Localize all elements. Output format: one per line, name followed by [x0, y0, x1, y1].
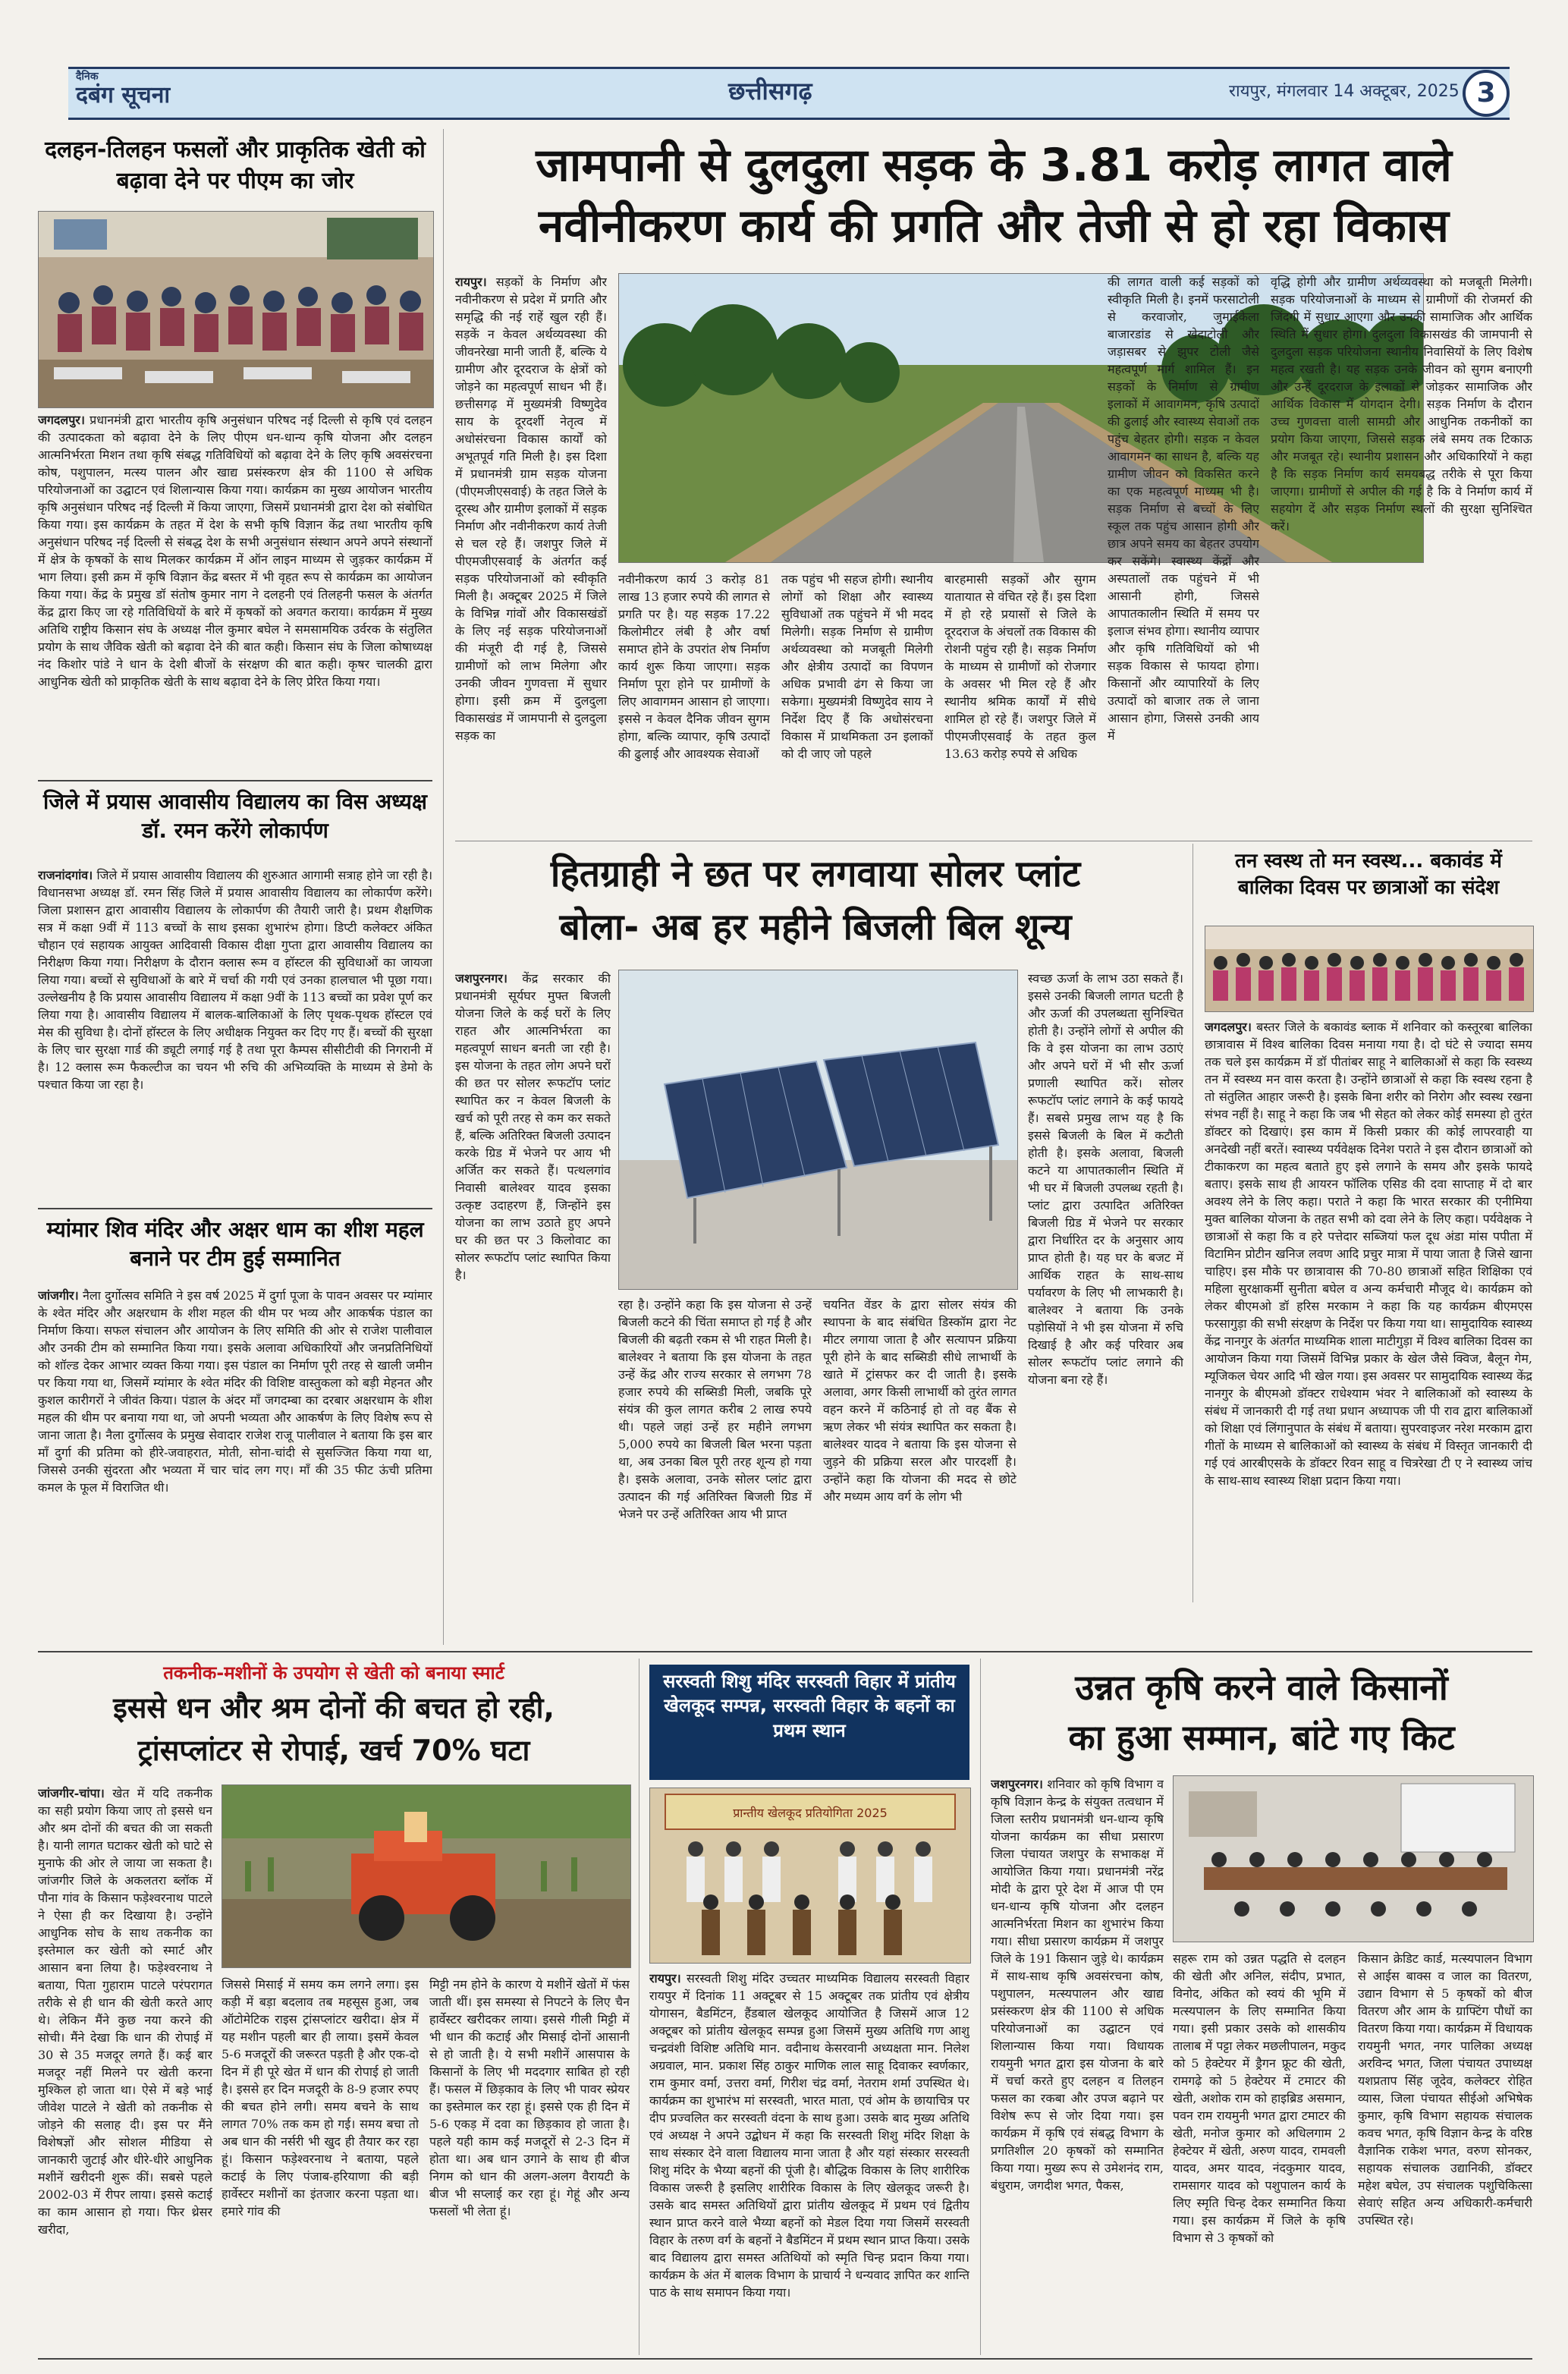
tractor-dateline: जांजगीर-चांपा। [38, 1786, 105, 1800]
lead-col1 [455, 273, 607, 835]
farmers-headline-line1: उन्नत कृषि करने वाले किसानों [1075, 1667, 1448, 1708]
solar-dateline: जशपुरनगर। [455, 971, 507, 986]
story2-text: जिले में प्रयास आवासीय विद्यालय की शुरुआत आगामी सत्राह होने जा रही है। विधानसभा अध्यक्ष डॉ. रमन सिंह जिले में प्रयास आवासीय विद्यालय का लोकार्पण करेंगे। जिला प्रशासन द्वारा आवासीय विद्यालय के लोकार्पण की तैयारी जारी है। प्रथम शैक्षणिक सत्र में कक्षा 9वीं में 113 बच्चों के साथ इसका शुभारंभ होगा। डिप्टी कलेक्टर अंकित चौहान एवं सहायक आयुक्त आदिवासी विकास दीक्षा गुप्ता द्वारा आवासीय विद्यालय का निरीक्षण किया गया। निरीक्षण के दौरान क्लास रूम व हॉस्टल की सुविधाओं का जायजा लिया गया। बच्चों से सुविधाओं के बारे में चर्चा की गयी एवं उनका हालचाल भी पूछा गया। उल्लेखनीय है कि प्रयास आवासीय विद्यालय में कक्षा 9वीं के 113 बच्चों का प्रवेश पूर्ण कर लिया गया है। आवासीय विद्यालय में बालक-बालिकाओं के लिए पृथक-पृथक हॉस्टल एवं मेस की सुविधा है। दोनों हॉस्टल के लिए अधीक्षक नियुक्त कर दिए गए हैं। बच्चों की सुरक्षा के लिए चार सुरक्षा गार्ड की ड्यूटी लगाई गई है तथा पूरा कैम्पस सीसीटीवी की निगरानी में है। 12 क्लास रूम फैकल्टीज का चयन भी रुचि की अभिव्यक्ति के माध्यम से डेमो के पश्चात किया जा रहा है। [38, 868, 432, 1092]
story1-headline: दलहन-तिलहन फसलों और प्राकृतिक खेती को बढ़ावा देने पर पीएम का जोर [45, 137, 426, 194]
solar-panel-photo [618, 970, 1018, 1290]
story3-body [38, 1287, 432, 1643]
story1-photo [38, 211, 434, 408]
tractor-col2: जिससे मिसाई में समय कम लगने लगा। इस कड़ी में बड़ा बदलाव तब महसूस हुआ, जब ऑटोमेटिक राइस ट्रांसप्लांटर खरीदा। क्षेत्र में यह मशीन पहली बार ही लाया। इसमें केवल 5-6 मजदूरों की जरूरत पड़ती है और एक-दो दिन में ही पूरे खेत में धान की रोपाई हो जाती है। इससे हर दिन मजदूरी के 8-9 हजार रुपए की बचत होने लगी। समय बचने के साथ लागत 70% तक कम हो गई। समय बचा तो अब धान की नर्सरी भी खुद ही तैयार कर रहा हूं। किसान फड़ेश्वरनाथ ने बताया, पहले कटाई के लिए पंजाब-हरियाणा की बड़ी हार्वेस्टर मशीनों का इंतजार करना पड़ता था। हमारे गांव की [222, 1977, 419, 2218]
section-title: छत्तीसगढ़ [728, 77, 812, 105]
edition-date: रायपुर, मंगलवार 14 अक्टूबर, 2025 [1229, 82, 1460, 101]
story2-dateline: राजनांदगांव। [38, 868, 93, 882]
school-dateline: रायपुर। [649, 1971, 681, 1986]
farmers-col3: किसान क्रेडिट कार्ड, मत्स्यपालन विभाग से आईस बाक्स व जाल का वितरण, उद्यान विभाग से 5 कृषकों को बीज वितरण और आम के ग्राफ्टिंग पौधों का वितरण किया गया। कार्यक्रम में विधायक रायमुनी भगत, नगर पालिका अध्यक्ष अरविन्द भगत, जिला पंचायत उपाध्यक्ष यशप्रताप सिंह जूदेव, कलेक्टर रोहित व्यास, जिला पंचायत सीईओ अभिषेक कुमार, कृषि विभाग सहायक संचालक कवच भगत, कृषि विज्ञान केन्द्र के वरिष्ठ वैज्ञानिक राकेश भगत, वरुण सोनकर, सहायक संचालक उद्यानिकी, डॉक्टर महेश बघेल, उप संचालक पशुचिकित्सा सेवाएं सहित अन्य अधिकारी-कर्मचारी उपस्थित रहे। [1358, 1951, 1532, 2228]
tractor-kicker: तकनीक-मशीनों के उपयोग से खेती को बनाया स्मार्ट [163, 1662, 504, 1684]
solar-col2: रहा है। उन्होंने कहा कि इस योजना से उन्हें बिजली कटने की चिंता समाप्त हो गई है और बिजली की बढ़ती रकम से भी राहत मिली है। बालेश्वर ने बताया कि इस योजना के तहत उन्हें केंद्र और राज्य सरकार से लगभग 78 हजार रुपये की सब्सिडी मिली, जबकि पूरे संयंत्र की कुल लागत करीब 2 लाख रुपये थी। पहले जहां उन्हें हर महीने लगभग 5,000 रुपये का बिजली बिल भरना पड़ता था, अब उनका बिल पूरी तरह शून्य हो गया है। इसके अलावा, उनके सोलर प्लांट द्वारा उत्पादन की गई अतिरिक्त बिजली ग्रिड में भेजने पर उन्हें अतिरिक्त आय भी प्राप्त [618, 1297, 812, 1521]
page-number-badge: 3 [1463, 70, 1510, 117]
brand-name: दबंग सूचना [76, 82, 171, 108]
farmers-dateline: जशपुरनगर। [991, 1777, 1043, 1791]
story2-body [38, 866, 432, 1202]
tractor-headline-line2: ट्रांसप्लांटर से रोपाई, खर्च 70% घटा [137, 1734, 530, 1767]
brand-small: दैनिक [76, 71, 99, 83]
tractor-col3: मिट्टी नम होने के कारण ये मशीनें खेतों में फंस जाती थीं। इस समस्या से निपटने के लिए चैन हार्वेस्टर खरीदकर लाया। इससे गीली मिट्टी में भी धान की कटाई और मिसाई दोनों आसानी से हो जाती है। ये सभी मशीनें आसपास के किसानों के लिए भी मददगार साबित हो रही हैं। फसल में छिड़काव के लिए भी पावर स्प्रेयर का इस्तेमाल कर रहा हूं। इससे एक ही दिन में 5-6 एकड़ में दवा का छिड़काव हो जाता है। पहले यही काम कई मजदूरों से 2-3 दिन में होता था। अब धान उगाने के साथ ही बीज निगम को धान की अलग-अलग वैरायटी के बीज भी सप्लाई कर रहा हूं। गेहूं और अन्य फसलों भी लेता हूं। [429, 1977, 630, 2218]
story3-dateline: जांजगीर। [38, 1288, 79, 1303]
lead-col4: बारहमासी सड़कों और सुगम यातायात से वंचित रहे हैं। इस दिशा में हो रहे प्रयासों से जिले के दूरदराज के अंचलों तक विकास की रोशनी पहुंच रही है। सड़क निर्माण के माध्यम से ग्रामीणों को रोजगार के अवसर भी मिल रहे हैं और स्थानीय श्रमिक कार्यों में सीधे शामिल हो रहे हैं। जशपुर जिले में पीएमजीएसवाई के तहत कुल 13.63 करोड़ रुपये से अधिक [944, 572, 1096, 761]
solar-col3: चयनित वेंडर के द्वारा सोलर संयंत्र की स्थापना के बाद संबंधित डिस्कॉम द्वारा नेट मीटर लगाया जाता है और सत्यापन प्रक्रिया पूरी होने के बाद सब्सिडी सीधे लाभार्थी के खाते में ट्रांसफर कर दी जाती है। इसके अलावा, अगर किसी लाभार्थी को तुरंत लागत वहन करने में कठिनाई हो तो वह बैंक से ऋण लेकर भी संयंत्र स्थापित कर सकता है। बालेश्वर यादव ने बताया कि इस योजना से जुड़ने की प्रक्रिया सरल और पारदर्शी है। उन्होंने कहा कि योजना की मदद से छोटे और मध्यम आय वर्ग के लोग भी [823, 1297, 1017, 1504]
farmers-col2: सहरू राम को उन्नत पद्धति से दलहन की खेती और अनिल, संदीप, प्रभात, विनोद, अंकित को स्वयं की भूमि में मत्स्यपालन के लिए सम्मानित किया गया। इसी प्रकार उसके को शासकीय तालाब में पट्टा लेकर मछलीपालन, मकुद को 5 हेक्टेयर में ड्रैगन फ्रूट की खेती, रामगढ़े को 5 हेक्टेयर में टमाटर की खेती, अशोक राम को हाइब्रिड असमान, पवन राम रायमुनी भगत द्वारा टमाटर की खेती, मनोज कुमार को अधिलगाम 2 हेक्टेयर में खेती, अरुण यादव, रामवली यादव, अमर यादव, नंदकुमार यादव, रामसागर यादव को पशुपालन कार्य के लिए स्मृति चिन्ह देकर सम्मानित किया गया। इस कार्यक्रम में जिले के कृषि विभाग से 3 कृषकों को [1173, 1951, 1346, 2245]
farmers-headline-line2: का हुआ सम्मान, बांटे गए किट [1068, 1717, 1455, 1758]
health-body [1205, 1018, 1532, 1602]
farmers-col1 [991, 1775, 1164, 2350]
tractor-headline-line1: इससे धन और श्रम दोनों की बचत हो रही, [113, 1691, 555, 1725]
solar-headline-line2: बोला- अब हर महीने बिजली बिल शून्य [559, 906, 1072, 948]
lead-col1-text: सड़कों के निर्माण और नवीनीकरण से प्रदेश में प्रगति और समृद्धि की नई राहें खुल रही हैं। सड़कें न केवल अर्थव्यवस्था की जीवनरेखा मानी जाती हैं, बल्कि ये ग्रामीण और दूरदराज के क्षेत्रों को जोड़ने का महत्वपूर्ण साधन भी हैं। छत्तीसगढ़ में मुख्यमंत्री विष्णुदेव साय के दूरदर्शी नेतृत्व में अधोसंरचना विकास कार्यों को अभूतपूर्व गति मिली है। इस दिशा में प्रधानमंत्री ग्राम सड़क योजना (पीएमजीएसवाई) के तहत जिले के दूरस्थ और ग्रामीण इलाकों में सड़क निर्माण और नवीनीकरण कार्य तेजी से चल रहे हैं। जशपुर जिले में पीएमजीएसवाई के अंतर्गत कई सड़क परियोजनाओं को स्वीकृति मिली है। अक्टूबर 2025 में जिले के विभिन्न गांवों और विकासखंडों के लिए नई सड़क परियोजनाओं की मंजूरी दी गई है, जिससे ग्रामीणों को लाभ मिलेगा और उनकी जीवन गुणवत्ता में सुधार होगा। इसी क्रम में दुलदुला विकासखंड में जामपानी से दुलदुला सड़क का [455, 275, 607, 743]
divider [38, 780, 432, 781]
story3-headline: म्यांमार शिव मंदिर और अक्षर धाम का शीश महल बनाने पर टीम हुई सम्मानित [46, 1217, 424, 1271]
bottom-rule [38, 2358, 1532, 2360]
school-headline: सरस्वती शिशु मंदिर सरस्वती विहार में प्रांतीय खेलकूद सम्पन्न, सरस्वती विहार के बहनों का प्रथम स्थान [649, 1665, 969, 1780]
divider [38, 1208, 432, 1209]
divider [38, 1651, 1532, 1652]
lead-col6: वृद्धि होगी और ग्रामीण अर्थव्यवस्था को मजबूती मिलेगी। सड़क परियोजनाओं के माध्यम से ग्रामीणों की रोजमर्रा की जिंदगी में सुधार आएगा और उनकी सामाजिक और आर्थिक स्थिति में सुधार होगा। दुलदुला विकासखंड की जामपानी से दुलदुला सड़क परियोजना स्थानीय निवासियों के लिए विशेष महत्व रखती है। यह सड़क उनके जीवन को सुगम बनाएगी और उन्हें दूरदराज के इलाकों से जोड़कर सामाजिक और आर्थिक विकास में योगदान देगी। सड़क निर्माण के दौरान उच्च गुणवत्ता वाली सामग्री और आधुनिक तकनीकों का प्रयोग किया जाएगा, जिससे सड़क लंबे समय तक टिकाऊ और मजबूत रहे। स्थानीय प्रशासन और अधिकारियों ने कहा है कि सड़क निर्माण कार्य समयबद्ध तरीके से पूरा किया जाएगा। ग्रामीणों से अपील की गई है कि वे निर्माण कार्य में सहयोग दें और सड़क निर्माण स्थलों की सुरक्षा सुनिश्चित करें। [1271, 275, 1532, 533]
lead-headline-line2: नवीनीकरण कार्य की प्रगति और तेजी से हो रहा विकास [539, 200, 1449, 253]
health-photo [1205, 926, 1534, 1012]
column-rule [980, 1659, 981, 2355]
story1-dateline: जगदलपुर। [38, 413, 85, 427]
lead-col5: की लागत वाली कई सड़कों को स्वीकृति मिली है। इनमें फरसाटोली से करवाजोर, जुमाईकेला बाजारडांड से खेदाटोली और जड़ासबर से झुपर टोली जैसे महत्वपूर्ण मार्ग शामिल हैं। इन सड़कों के निर्माण से ग्रामीण इलाकों में आवागमन, कृषि उत्पादों की ढुलाई और स्वास्थ्य सेवाओं तक पहुंच बेहतर होगी। सड़क न केवल आवागमन का साधन है, बल्कि यह ग्रामीण जीवन को विकसित करने का एक महत्वपूर्ण माध्यम भी है। सड़क निर्माण से बच्चों के लिए स्कूल तक पहुंच आसान होगी और छात्र अपने समय का बेहतर उपयोग कर सकेंगे। स्वास्थ्य केंद्रों और अस्पतालों तक पहुंचने में भी आसानी होगी, जिससे आपातकालीन स्थिति में समय पर इलाज संभव होगा। स्थानीय व्यापार और कृषि गतिविधियों को भी सड़क विकास से फायदा होगा। किसानों और व्यापारियों के लिए उत्पादों को बाजार तक ले जाना आसान होगा, जिससे उनकी आय में [1108, 275, 1259, 743]
lead-dateline: रायपुर। [455, 275, 487, 289]
story2-headline: जिले में प्रयास आवासीय विद्यालय का विस अध्यक्ष डॉ. रमन करेंगे लोकार्पण [43, 789, 427, 843]
column-rule [1192, 844, 1193, 1602]
health-dateline: जगदलपुर। [1205, 1020, 1252, 1034]
newspaper-brand [76, 71, 170, 109]
lead-col2: नवीनीकरण कार्य 3 करोड़ 81 लाख 13 हजार रुपये की लागत से प्रगति पर है। यह सड़क 17.22 किलोमीटर लंबी है और वर्षा समाप्त होने के उपरांत शेष निर्माण कार्य शुरू किया जाएगा। सड़क निर्माण पूरा होने पर ग्रामीणों के लिए आवागमन आसान हो जाएगा। इससे न केवल दैनिक जीवन सुगम होगा, बल्कि व्यापार, कृषि उत्पादों की ढुलाई और आवश्यक सेवाओं [618, 572, 770, 761]
school-banner-text: प्रान्तीय खेलकूद प्रतियोगिता 2025 [733, 1806, 888, 1820]
school-body [649, 1970, 969, 2349]
school-photo [649, 1788, 971, 1964]
health-text: बस्तर जिले के बकावंड ब्लाक में शनिवार को कस्तूरबा बालिका छात्रावास में विश्व बालिका दिवस मनाया गया है। दो घंटे से ज्यादा समय तक चले इस कार्यक्रम में डॉ पीतांबर साहू ने बालिकाओं से कहा कि स्वस्थ्य तन में स्वस्थ्य मन वास करता है। उन्होंने छात्राओं से कहा कि स्वस्थ रहना है तो संतुलित आहार जरूरी है। इसके बिना शरीर को निरोग और स्वस्थ रखना संभव नहीं है। साहू ने कहा कि जब भी सेहत को लेकर कोई समस्या हो तुरंत डॉक्टर को दिखाएं। इस काम में किसी प्रकार की कोई लापरवाही या अनदेखी नहीं बरतें। स्वास्थ्य पर्यवेक्षक दिनेश पराते ने इस दौरान छात्राओं को टीकाकरण का महत्व बताते हुए इसे लगाने के समय और इसके फायदे बताए। इसके साथ ही आयरन फॉलिक एसिड की दवा साप्ताह में दो बार अवश्य लेने के लिए कहा। पराते ने कहा कि भारत सरकार की एनीमिया मुक्त बालिका योजना के तहत सभी को दवा लेने के लिए कहा। पर्यवेक्षक ने छात्राओं से कहा कि व हरे पत्तेदार सब्जियां फल दूध अंडा मांस पपीता में विटामिन प्रोटीन खनिज लवण आदि प्रचुर मात्रा में पाया जाता है जिसे खाना चाहिए। इस मौके पर छात्रावास की 70-80 छात्राओं सहित शिक्षिका एवं महिला सुरक्षाकर्मी सुनीता बघेल व अन्य कर्मचारी मौजूद थे। कार्यक्रम को लेकर बीएमओ डॉ हरिस मरकाम ने कहा कि यह कार्यक्रम बीएमएस फरसागुड़ा की सभी संरक्षण के निर्देश पर किया गया था। सामुदायिक स्वास्थ्य केंद्र नानगुर के अंतर्गत माध्यमिक शाला माटीगुड़ा में विश्व बालिका दिवस का आयोजन किया गया जिसमें विभिन्न प्रकार के खेल जैसे क्विज, बैलून गेम, म्यूजिकल चेयर आदि भी खेल गया। इस अवसर पर सामुदायिक स्वास्थ्य केंद्र नानगुर के बीएमओ डॉक्टर राधेश्याम भंवर ने बालिकाओं को स्वास्थ्य के संबंध में जानकारी दी गई तथा प्रधान अध्यापक जी पी राव द्वारा बालिकाओं को शिक्षा एवं लिंगानुपात के संबंध में बताया। सुपरवाइजर नरेश मरकाम द्वारा गीतों के माध्यम से बालिकाओं को स्वास्थ्य के संबंध में विस्तृत जानकारी दी गई एवं आरबीएसके के डॉक्टर रिवन साहू व चित्ररेखा टी ए ने स्वास्थ्य जांच के साथ-साथ स्वास्थ्य शिक्षा प्रदान किया गया। [1205, 1020, 1532, 1488]
lead-headline-line1: जामपानी से दुलदुला सड़क के 3.81 करोड़ लागत वाले [536, 139, 1452, 192]
column-rule [443, 129, 444, 1645]
lead-col3: तक पहुंच भी सहज होगी। स्थानीय लोगों को शिक्षा और स्वास्थ्य सुविधाओं तक पहुंचने में भी मदद मिलेगी। सड़क निर्माण से ग्रामीण अर्थव्यवस्था को मजबूती मिलेगी और क्षेत्रीय उत्पादों का विपणन अधिक प्रभावी ढंग से किया जा सकेगा। मुख्यमंत्री विष्णुदेव साय ने निर्देश दिए हैं कि अधोसंरचना विकास में प्राथमिकता उन इलाकों को दी जाए जो पहले [781, 572, 933, 761]
tractor-col1 [38, 1784, 212, 2350]
solar-col4: स्वच्छ ऊर्जा के लाभ उठा सकते हैं। इससे उनकी बिजली लागत घटती है और ऊर्जा की उपलब्धता सुनिश्चित होती है। उन्होंने लोगों से अपील की कि वे इस योजना का लाभ उठाएं और अपने घरों में भी सौर ऊर्जा प्रणाली स्थापित करें। सोलर रूफटॉप प्लांट लगाने के कई फायदे हैं। सबसे प्रमुख लाभ यह है कि इससे बिजली के बिल में कटौती होती है। इसके अलावा, बिजली कटने या आपातकालीन स्थिति में भी घर में बिजली उपलब्ध रहती है। प्लांट द्वारा उत्पादित अतिरिक्त बिजली ग्रिड में भेजने पर सरकार द्वारा निर्धारित दर के अनुसार आय प्राप्त होती है। यह घर के बजट में आर्थिक राहत के साथ-साथ पर्यावरण के लिए भी लाभकारी है। बालेश्वर ने बताया कि उनके पड़ोसियों ने भी इस योजना में रुचि दिखाई है और कई परिवार अब सोलर रूफटॉप प्लांट लगाने की योजना बना रहे हैं। [1028, 971, 1183, 1387]
farmers-col1-text: शनिवार को कृषि विभाग व कृषि विज्ञान केन्द्र के संयुक्त तत्वधान में जिला स्तरीय प्रधानमंत्री धन-धान्य कृषि योजना कार्यक्रम का सीधा प्रसारण जिला पंचायत जशपुर के सभाकक्ष में आयोजित किया गया। प्रधानमंत्री नरेंद्र मोदी के द्वारा पूरे देश में आज पी एम धन-धान्य कृषि योजना और दलहन आत्मनिर्भरता मिशन का शुभारंभ किया गया। सीधा प्रसारण कार्यक्रम में जशपुर जिले के 191 किसान जुड़े थे। कार्यक्रम में साथ-साथ कृषि अवसंरचना कोष, पशुपालन, मत्स्यपालन और खाद्य प्रसंस्करण क्षेत्र की 1100 से अधिक परियोजनाओं का उद्घाटन एवं शिलान्यास किया गया। विधायक रायमुनी भगत द्वारा इस योजना के बारे में चर्चा करते हुए दलहन व तिलहन फसल का रकबा और उपज बढ़ाने पर विशेष रूप से जोर दिया गया। इस कार्यक्रम में कृषि एवं संबद्ध विभाग के प्रगतिशील 20 कृषकों को सम्मानित किया गया। मुख्य रूप से उमेशनंद राम, बंधुराम, जगदीश भगत, पैकस, [991, 1777, 1164, 2193]
health-headline: तन स्वस्थ तो मन स्वस्थ... बकावंड में बालिका दिवस पर छात्राओं का संदेश [1235, 850, 1502, 900]
story3-text: नैला दुर्गोत्सव समिति ने इस वर्ष 2025 में दुर्गा पूजा के पावन अवसर पर म्यांमार के श्वेत मंदिर और अक्षरधाम के शीश महल की थीम पर भव्य और आकर्षक पंडाल का निर्माण किया। सफल संचालन और आयोजन के लिए समिति की ओर से राजेश पालीवाल और उनकी टीम को सम्मानित किया गया। इसके अलावा अधिकारियों और जनप्रतिनिधियों को शॉल्ड देकर आभार व्यक्त किया गया। इस पंडाल का निर्माण पूरी तरह से खाली जमीन पर किया गया था, जिसमें म्यांमार के श्वेत मंदिर की विशिष्ट वास्तुकला को बड़ी मेहनत और कुशल कारीगरों ने जीवंत किया। पंडाल के अंदर माँ जगदम्बा का दरबार अक्षरधाम के शीश महल की थीम पर बनाया गया था, जो अपनी भव्यता और आकर्षण के लिए विशेष रूप से जाना जाता है। नैला दुर्गोत्सव के प्रमुख सेवादार राजेश राजू पालीवाल ने बताया कि इस बार माँ दुर्गा की प्रतिमा को हीरे-जवाहरात, मोती, सोना-चांदी से सुसज्जित किया गया था, जिससे उनकी सुंदरता और भव्यता में चार चांद लग गए। माँ की 35 फीट ऊंची प्रतिमा कमल के फूल में विराजित थी। [38, 1288, 432, 1495]
solar-col1 [455, 970, 611, 1331]
farmers-meeting-photo [1173, 1775, 1534, 1942]
solar-headline-line1: हितग्राही ने छत पर लगवाया सोलर प्लांट [550, 853, 1081, 895]
solar-col1-text: केंद्र सरकार की प्रधानमंत्री सूर्यघर मुफ्त बिजली योजना जिले के कई घरों के लिए राहत और आत्मनिर्भरता का महत्वपूर्ण साधन बनती जा रही है। इस योजना के तहत लोग अपने घरों की छत पर सोलर रूफटॉप प्लांट स्थापित कर न केवल बिजली के खर्च को पूरी तरह से कम कर सकते हैं, बल्कि अतिरिक्त बिजली उत्पादन करके ग्रिड में भेजने पर आय भी अर्जित कर सकते हैं। पत्थलगांव निवासी बालेश्वर यादव इसका उत्कृष्ट उदाहरण हैं, जिन्होंने इस योजना का लाभ उठाते हुए अपने घर की छत पर 3 किलोवाट का सोलर रूफटॉप प्लांट स्थापित किया है। [455, 971, 611, 1282]
story1-body [38, 411, 432, 774]
tractor-col1-text: खेत में यदि तकनीक का सही प्रयोग किया जाए तो इससे धन और श्रम दोनों की बचत की जा सकती है। यानी लागत घटाकर खेती को घाटे से मुनाफे की ओर ले जाया जा सकता है। जांजगीर जिले के अकलतरा ब्लॉक में पौना गांव के किसान फड़ेश्वरनाथ पाटले ने ऐसा ही कर दिखाया है। उन्होंने आधुनिक सोच के साथ तकनीक का इस्तेमाल कर खेती को स्मार्ट और आसान बना लिया है। फड़ेश्वरनाथ ने बताया, पिता गुहाराम पाटले परंपरागत तरीके से ही धान की खेती करते आए थे। लेकिन मैंने कुछ नया करने की सोची। मैंने देखा कि धान की रोपाई में 30 से 35 मजदूर लगते हैं। कई बार मजदूर नहीं मिलने पर खेती करना मुश्किल हो जाता था। ऐसे में बड़े भाई जीवेश पाटले ने खेती को तकनीक से जोड़ने की सलाह दी। इस पर मैंने विशेषज्ञों और सोशल मीडिया से जानकारी जुटाई और धीरे-धीरे आधुनिक मशीनें खरीदनी शुरू कीं। सबसे पहले 2002-03 में रीपर लाया। इससे कटाई का काम आसान हो गया। फिर थ्रेसर खरीदा, [38, 1786, 212, 2237]
story1-text: प्रधानमंत्री द्वारा भारतीय कृषि अनुसंधान परिषद नई दिल्ली से कृषि एवं दलहन की उत्पादकता को बढ़ावा देने के लिए पीएम धन-धान्य कृषि योजना और दलहन आत्मनिर्भरता मिशन तथा कृषि संबद्ध गतिविधियों को बढ़ावा देने के लिए कृषि अवसंरचना कोष, पशुपालन, मत्स्य पालन और खाद्य प्रसंस्करण क्षेत्र की 1100 से अधिक परियोजनाओं का उद्घाटन एवं शिलान्यास किया गया। कार्यक्रम का मुख्य आयोजन भारतीय कृषि अनुसंधान परिषद नई दिल्ली में किया जाएगा, जिसमें प्रधानमंत्री द्वारा देश को संबोधित किया गया। इस कार्यक्रम के तहत में देश के सभी कृषि विज्ञान केंद्र तथा भारतीय कृषि अनुसंधान परिषद नई दिल्ली से संबद्ध देश के सभी अनुसंधान संस्थान अपने अपने संस्थानों में क्षेत्र के कृषकों के साथ मिलकर कार्यक्रम में ऑन लाइन माध्यम से जुड़कर कार्यक्रम में भाग लिया। इसी क्रम में कृषि विज्ञान केंद्र बस्तर में भी वृहत रूप से कार्यक्रम का आयोजन किया गया। केंद्र के प्रमुख डॉ संतोष कुमार नाग ने दलहनी एवं तिलहनी फसल के अंतर्गत केंद्र द्वारा किए जा रहे गतिविधियों के बारे में कृषकों को अवगत कराया। कार्यक्रम में मुख्य अतिथि राष्ट्रीय किसान संघ के अध्यक्ष नील कुमार बघेल ने समसामयिक उर्वरक के संतुलित प्रयोग के साथ जैविक खेती को बढ़ावा देने की बात कही। किसान संघ के जिला कोषाध्यक्ष नंद किशोर पांडे ने धान के देशी बीजों के संरक्षण की बात कही। कृषर चालकी द्वारा आधुनिक खेती को प्राकृतिक खेती के साथ बढ़ावा देने के लिए प्रेरित किया गया। [38, 413, 432, 689]
tractor-photo [222, 1784, 631, 1968]
school-text: सरस्वती शिशु मंदिर उच्चतर माध्यमिक विद्यालय सरस्वती विहार रायपुर में दिनांक 11 अक्टूबर से 15 अक्टूबर तक प्रांतीय एवं क्षेत्रीय योगासन, बैडमिंटन, हैंडबाल खेलकूद आयोजित है जिसमें आज 12 अक्टूबर को प्रांतीय खेलकूद सम्पन्न हुआ जिसमें मुख्य अतिथि गण आशु चन्द्रवंशी विशिष्ट अतिथि मान. वदीनाथ केसरवानी अध्यक्षता मान. निलेश अग्रवाल, मान. प्रकाश सिंह ठाकुर माणिक लाल साहू दिवाकर स्वर्णकार, राम कुमार वर्मा, उत्तरा वर्मा, गिरीश चंद्र वर्मा, नेतराम शर्मा उपस्थित थे। कार्यक्रम का शुभारंभ मां सरस्वती, भारत माता, एवं ओम के छायाचित्र पर दीप प्रज्वलित कर सरस्वती वंदना के साथ हुआ। उसके बाद मुख्य अतिथि एवं अध्यक्ष ने अपने उद्बोधन में कहा कि सरस्वती शिशु मंदिर शिक्षा के साथ संस्कार देने वाला विद्यालय माना जाता है और यहां संस्कार सरस्वती शिशु मंदिर के भैय्या बहनों की पूंजी है। बौद्धिक विकास के लिए शारीरिक विकास जरूरी है इसलिए शारीरिक विकास के लिए खेलकूद जरूरी है। उसके बाद समस्त अतिथियों द्वारा प्रांतीय खेलकूद में प्रथम एवं द्वितीय स्थान प्राप्त करने वाले भैय्या बहनों को मेडल दिया गया जिसमें सरस्वती विहार के तरुण वर्ग के बहनों ने बैडमिंटन में प्रथम स्थान प्राप्त किया। उसके बाद विद्यालय द्वारा समस्त अतिथियों को स्मृति चिन्ह प्रदान किया गया। कार्यक्रम के अंत में बालक विभाग के प्राचार्य ने धन्यवाद ज्ञापित कर शान्ति पाठ के साथ समापन किया गया। [649, 1971, 969, 2300]
